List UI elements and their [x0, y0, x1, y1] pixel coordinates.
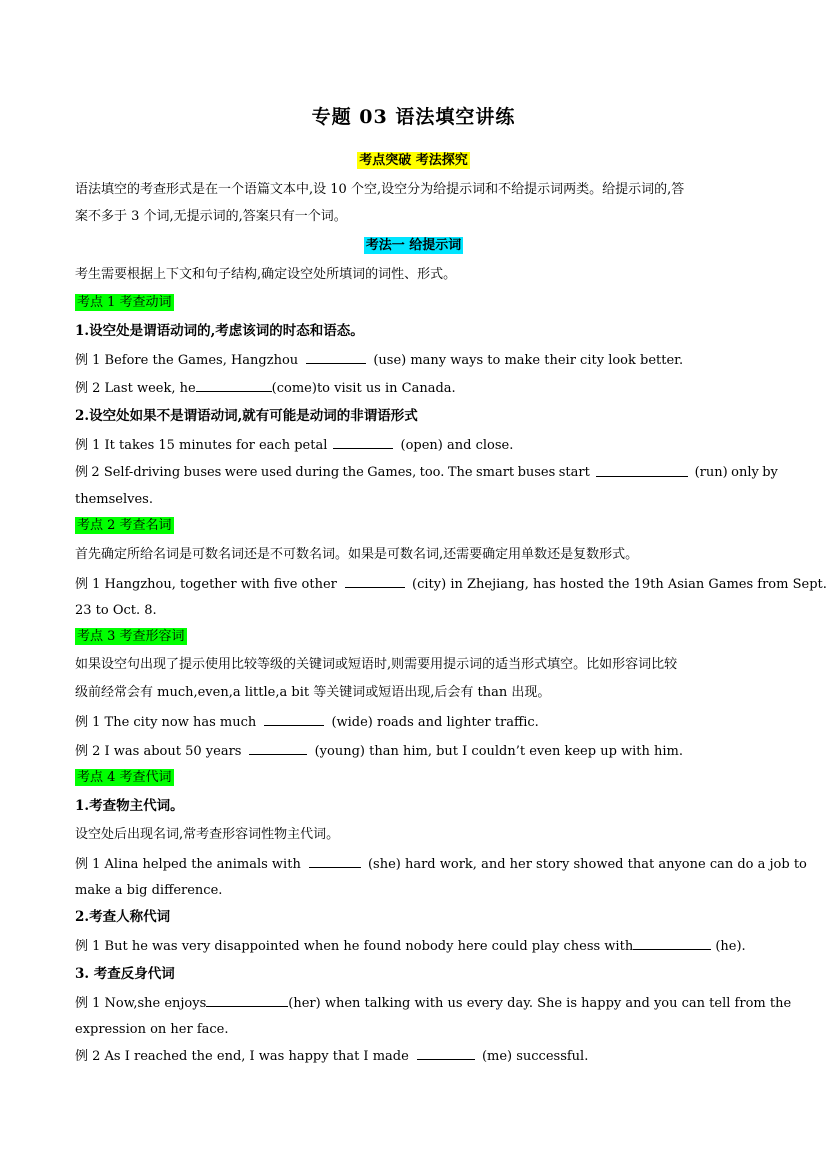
example-line — [75, 937, 755, 956]
word: buses — [517, 465, 556, 480]
answer-blank[interactable] — [417, 1047, 475, 1060]
word: used — [260, 465, 292, 480]
example-line — [75, 575, 827, 594]
answer-blank[interactable] — [633, 937, 711, 950]
answer-blank[interactable] — [333, 436, 393, 449]
answer-blank[interactable] — [306, 351, 366, 364]
intro-line-2: 案不多于 3 个词,无提示词的,答案只有一个词。 — [75, 209, 347, 224]
example-line — [75, 379, 755, 398]
point-2-heading — [75, 517, 755, 535]
example-text: (open) and close. — [400, 438, 514, 453]
point-4-label: 考点 4 考查代词 — [77, 770, 172, 785]
word: Games, — [367, 465, 417, 480]
point-4-sub-3: 3. 考查反身代词 — [75, 966, 175, 982]
example-text: (her) when talking with us every day. She is happy and you can tell from the — [288, 996, 792, 1011]
answer-blank[interactable] — [309, 855, 361, 868]
point-1-sub-1: 1.设空处是谓语动词的,考虑该词的时态和语态。 — [75, 323, 364, 339]
example-line — [75, 742, 755, 761]
point-3-heading — [75, 628, 755, 646]
word: buses — [183, 465, 222, 480]
example-text: 例 2 As I reached the end, I was happy that I made — [75, 1049, 409, 1064]
example-line — [75, 713, 755, 732]
word: only — [731, 465, 759, 480]
example-text: 例 1 Before the Games, Hangzhou — [75, 353, 299, 368]
example-text: (young) than him, but I couldn’t even keep up with him. — [314, 744, 684, 759]
point-2-description: 首先确定所给名词是可数名词还是不可数名词。如果是可数名词,还需要确定用单数还是复数形式。 — [75, 547, 639, 562]
word: The — [447, 465, 473, 480]
example-line — [75, 994, 792, 1013]
answer-blank[interactable] — [206, 994, 288, 1007]
example-continuation: expression on her face. — [75, 1022, 229, 1037]
point-3-description-2: 级前经常会有 much,even,a little,a bit 等关键词或短语出现,后会有 than 出现。 — [75, 685, 551, 700]
point-4-sub-2: 2.考查人称代词 — [75, 909, 171, 925]
example-line — [75, 1047, 755, 1066]
section-heading — [0, 152, 827, 170]
example-line — [75, 351, 755, 370]
example-text: 例 2 I was about 50 years — [75, 744, 242, 759]
point-3-description-1: 如果设空句出现了提示使用比较等级的关键词或短语时,则需要用提示词的适当形式填空。比如形容词比较 — [75, 657, 678, 672]
example-text: (she) hard work, and her story showed that anyone can do a job to — [367, 857, 807, 872]
example-line — [75, 855, 807, 874]
example-text: (use) many ways to make their city look better. — [373, 353, 684, 368]
point-1-label: 考点 1 考查动词 — [77, 295, 172, 310]
word: too. — [419, 465, 445, 480]
word: by — [762, 465, 778, 480]
example-text: 例 1 It takes 15 minutes for each petal — [75, 438, 328, 453]
answer-blank[interactable] — [249, 742, 307, 755]
example-line — [75, 436, 755, 455]
word: (run) — [694, 465, 728, 480]
example-line-justified — [75, 464, 778, 482]
word: smart — [475, 465, 515, 480]
example-text: 例 1 Now,she enjoys — [75, 996, 207, 1011]
method-description: 考生需要根据上下文和句子结构,确定设空处所填词的词性、形式。 — [75, 267, 457, 282]
example-text: 例 1 The city now has much — [75, 715, 257, 730]
example-text: (me) successful. — [481, 1049, 589, 1064]
page-title: 专题 03 语法填空讲练 — [311, 106, 516, 128]
method-heading-label: 考法一 给提示词 — [365, 238, 462, 253]
word: start — [558, 465, 590, 480]
point-4-heading — [75, 769, 755, 787]
section-heading-label: 考点突破 考法探究 — [359, 153, 468, 168]
example-continuation: 23 to Oct. 8. — [75, 603, 157, 618]
point-4-description-1: 设空处后出现名词,常考查形容词性物主代词。 — [75, 827, 340, 842]
answer-blank[interactable] — [596, 464, 688, 477]
justified-words — [75, 464, 778, 482]
example-text: (wide) roads and lighter traffic. — [331, 715, 539, 730]
example-text: (he). — [715, 939, 746, 954]
intro-line-1: 语法填空的考查形式是在一个语篇文本中,设 10 个空,设空分为给提示词和不给提示词两类。给提示词的,答 — [75, 182, 685, 197]
answer-blank[interactable] — [345, 575, 405, 588]
word: during — [295, 465, 340, 480]
answer-blank[interactable] — [196, 379, 272, 392]
word: the — [342, 465, 364, 480]
word: were — [224, 465, 258, 480]
example-text: 例 1 But he was very disappointed when he found nobody here could play chess with — [75, 939, 634, 954]
example-continuation: themselves. — [75, 492, 153, 507]
example-text: (come)to visit us in Canada. — [271, 381, 456, 396]
answer-blank[interactable] — [264, 713, 324, 726]
point-2-label: 考点 2 考查名词 — [77, 518, 172, 533]
point-3-label: 考点 3 考查形容词 — [77, 629, 185, 644]
example-text: (city) in Zhejiang, has hosted the 19th Asian Games from Sept. — [412, 577, 827, 592]
word: 例 — [75, 465, 89, 480]
example-text: 例 1 Hangzhou, together with five other — [75, 577, 337, 592]
example-continuation: make a big difference. — [75, 883, 223, 898]
point-1-heading — [75, 294, 755, 312]
point-1-sub-2: 2.设空处如果不是谓语动词,就有可能是动词的非谓语形式 — [75, 408, 418, 424]
point-4-sub-1: 1.考查物主代词。 — [75, 798, 184, 814]
word: 2 Self-driving — [91, 465, 181, 480]
method-heading — [0, 237, 827, 255]
example-text: 例 2 Last week, he — [75, 381, 196, 396]
example-text: 例 1 Alina helped the animals with — [75, 857, 301, 872]
